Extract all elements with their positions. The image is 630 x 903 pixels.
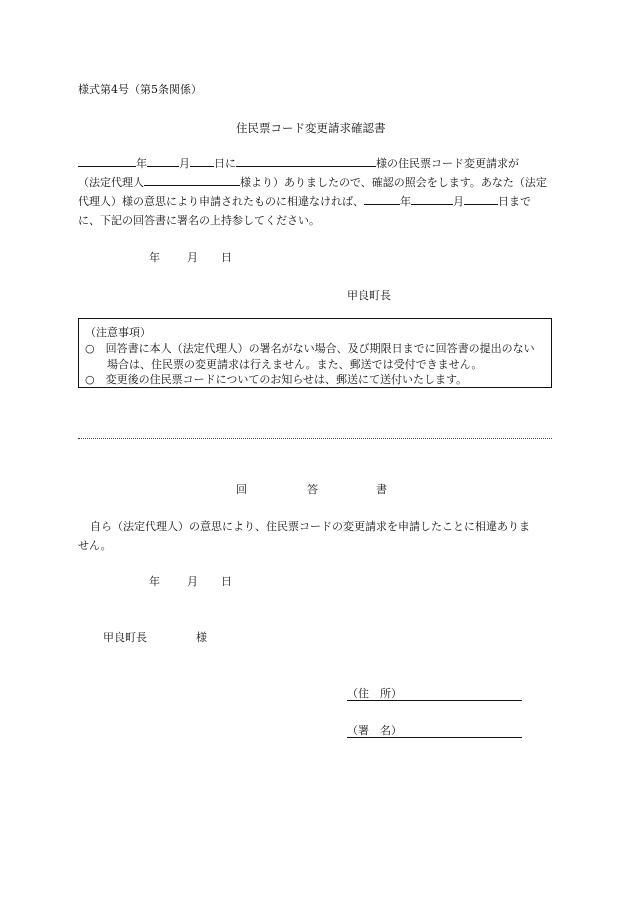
blank-year[interactable] [78, 154, 136, 167]
blank-deadline-day[interactable] [464, 192, 498, 205]
blank-legal-rep[interactable] [144, 173, 240, 186]
intro-line-4: に、下記の回答書に署名の上持参してください。 [78, 214, 320, 227]
notice-heading: （注意事項） [85, 326, 151, 339]
reply-title-char-3: 書 [376, 483, 387, 496]
reply-date-month: 月 [187, 575, 198, 588]
intro-tail-1: 様の住民票コード変更請求が [376, 157, 519, 170]
legal-rep-label: （法定代理人 [78, 176, 144, 189]
cut-line [78, 438, 552, 439]
blank-deadline-year[interactable] [364, 192, 400, 205]
reply-date-day: 日 [221, 575, 232, 588]
deadline-month-label: 月 [453, 195, 464, 208]
intro-tail-3: 日まで [498, 195, 531, 208]
blank-day[interactable] [190, 154, 214, 167]
intro-text-3: 代理人）様の意思により申請されたものに相違なければ、 [78, 195, 364, 208]
issuer: 甲良町長 [347, 289, 391, 302]
notice-item-2: ○ 変更後の住民票コードについてのお知らせは、郵送にて送付いたします。 [85, 373, 468, 386]
year-label: 年 [136, 157, 147, 170]
issue-date-year: 年 [149, 251, 160, 264]
address-field[interactable] [347, 699, 522, 701]
reply-body-line-2: せん。 [78, 539, 112, 552]
notice-item-1-line-2: 場合は、住民票の変更請求は行えません。また、郵送では受付できません。 [107, 358, 483, 371]
reply-honorific: 様 [196, 631, 207, 644]
reply-title-char-1: 回 [236, 483, 247, 496]
issue-date-day: 日 [221, 251, 232, 264]
blank-person-name[interactable] [236, 154, 376, 167]
form-number: 様式第4号（第5条関係） [78, 83, 202, 96]
intro-line-3 [78, 192, 531, 211]
signature-field[interactable] [347, 736, 522, 738]
intro-tail-2: 様より）ありましたので、確認の照会をします。あなた（法定 [240, 176, 547, 189]
deadline-year-label: 年 [400, 195, 411, 208]
signature-label: （署 名） [347, 724, 402, 737]
blank-deadline-month[interactable] [411, 192, 453, 205]
intro-line-2 [78, 173, 547, 192]
day-label: 日に [214, 157, 236, 170]
intro-line-1 [78, 154, 519, 173]
issue-date-month: 月 [187, 251, 198, 264]
address-label: （住 所） [347, 687, 402, 700]
notice-box [78, 318, 552, 388]
reply-date-year: 年 [149, 575, 160, 588]
blank-month[interactable] [147, 154, 179, 167]
document-title: 住民票コード変更請求確認書 [236, 121, 386, 135]
reply-title-char-2: 答 [307, 483, 318, 496]
notice-item-1-line-1: ○ 回答書に本人（法定代理人）の署名がない場合、及び期限日までに回答書の提出のない [85, 342, 535, 355]
month-label: 月 [179, 157, 190, 170]
reply-body-line-1: 自ら（法定代理人）の意思により、住民票コードの変更請求を申請したことに相違ありま [90, 520, 530, 533]
reply-addressee: 甲良町長 [103, 631, 147, 644]
